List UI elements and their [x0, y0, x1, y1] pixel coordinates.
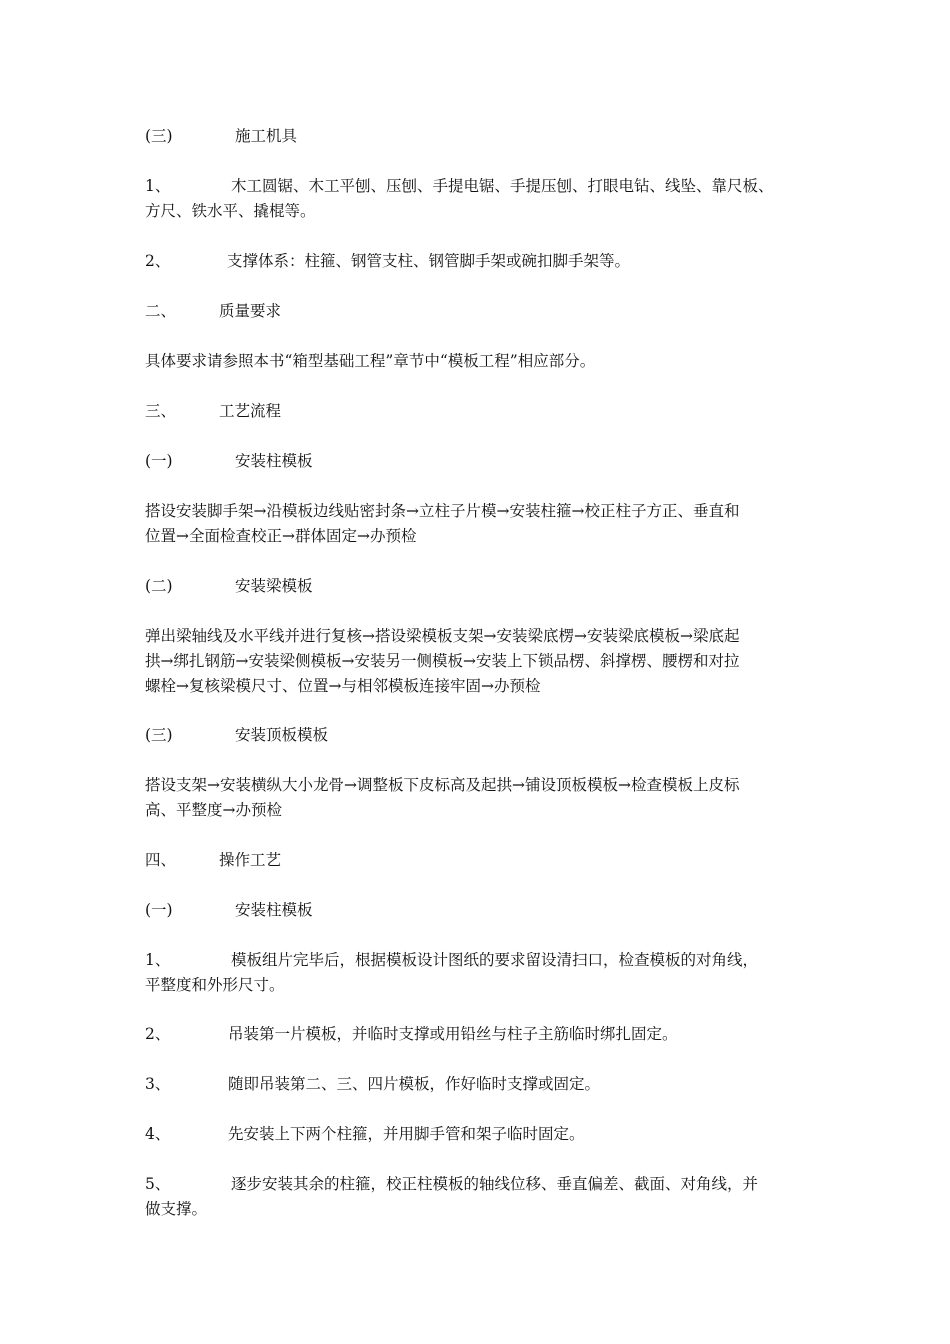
heading-number: 二、 [145, 302, 177, 320]
item-number: 2、 [145, 252, 171, 270]
section-heading [145, 401, 281, 421]
section-heading [145, 451, 313, 471]
heading-number: 四、 [145, 851, 177, 869]
list-item [145, 1024, 678, 1044]
heading-text: 工艺流程 [219, 402, 282, 420]
item-number: 1、 [145, 951, 171, 969]
section-heading [145, 576, 313, 596]
item-text-line: 模板组片完毕后，根据模板设计图纸的要求留设清扫口，检查模板的对角线， [231, 951, 759, 969]
item-text-line: 支撑体系：柱箍、钢管支柱、钢管脚手架或碗扣脚手架等。 [227, 252, 631, 270]
paragraph-line: 搭设安装脚手架→沿模板边线贴密封条→立柱子片模→安装柱箍→校正柱子方正、垂直和 [145, 502, 740, 520]
item-text-line: 方尺、铁水平、撬棍等。 [145, 202, 316, 220]
heading-text: 施工机具 [235, 127, 298, 145]
paragraph-line: 高、平整度→办预检 [145, 801, 282, 819]
heading-text: 安装柱模板 [235, 901, 313, 919]
paragraph-line: 拱→绑扎钢筋→安装梁侧模板→安装另一侧模板→安装上下锁品楞、斜撑楞、腰楞和对拉 [145, 652, 740, 670]
item-number: 4、 [145, 1125, 171, 1143]
list-item [145, 950, 758, 970]
item-text-line: 先安装上下两个柱箍，并用脚手管和架子临时固定。 [228, 1125, 585, 1143]
item-text-line: 随即吊装第二、三、四片模板，作好临时支撑或固定。 [228, 1075, 601, 1093]
list-item [145, 1174, 758, 1194]
heading-number: (二) [145, 577, 173, 595]
item-text-line: 做支撑。 [145, 1200, 208, 1218]
heading-number: (一) [145, 452, 173, 470]
item-text-line: 木工圆锯、木工平刨、压刨、手提电锯、手提压刨、打眼电钻、线坠、靠尺板、 [231, 177, 774, 195]
heading-number: (一) [145, 901, 173, 919]
section-heading [145, 725, 328, 745]
heading-text: 安装梁模板 [235, 577, 313, 595]
paragraph-line: 弹出梁轴线及水平线并进行复核→搭设梁模板支架→安装梁底楞→安装梁底模板→梁底起 [145, 627, 740, 645]
section-heading [145, 126, 297, 146]
item-number: 1、 [145, 177, 171, 195]
heading-text: 安装柱模板 [235, 452, 313, 470]
list-item [145, 1074, 600, 1094]
list-item [145, 176, 774, 196]
heading-text: 质量要求 [219, 302, 282, 320]
paragraph-line: 具体要求请参照本书“箱型基础工程”章节中“模板工程”相应部分。 [145, 352, 596, 370]
heading-text: 操作工艺 [219, 851, 282, 869]
list-item [145, 1124, 585, 1144]
section-heading [145, 900, 313, 920]
item-number: 2、 [145, 1025, 171, 1043]
heading-number: (三) [145, 726, 173, 744]
paragraph-line: 位置→全面检查校正→群体固定→办预检 [145, 527, 417, 545]
paragraph-line: 搭设支架→安装横纵大小龙骨→调整板下皮标高及起拱→铺设顶板模板→检查模板上皮标 [145, 776, 740, 794]
section-heading [145, 850, 281, 870]
section-heading [145, 301, 281, 321]
paragraph-line: 螺栓→复核梁模尺寸、位置→与相邻模板连接牢固→办预检 [145, 677, 541, 695]
item-text-line: 吊装第一片模板，并临时支撑或用铅丝与柱子主筋临时绑扎固定。 [228, 1025, 678, 1043]
item-number: 3、 [145, 1075, 171, 1093]
heading-number: 三、 [145, 402, 177, 420]
heading-text: 安装顶板模板 [235, 726, 329, 744]
item-text-line: 逐步安装其余的柱箍，校正柱模板的轴线位移、垂直偏差、截面、对角线，并 [231, 1175, 759, 1193]
item-number: 5、 [145, 1175, 171, 1193]
item-text-line: 平整度和外形尺寸。 [145, 976, 285, 994]
heading-number: (三) [145, 127, 173, 145]
list-item [145, 251, 630, 271]
